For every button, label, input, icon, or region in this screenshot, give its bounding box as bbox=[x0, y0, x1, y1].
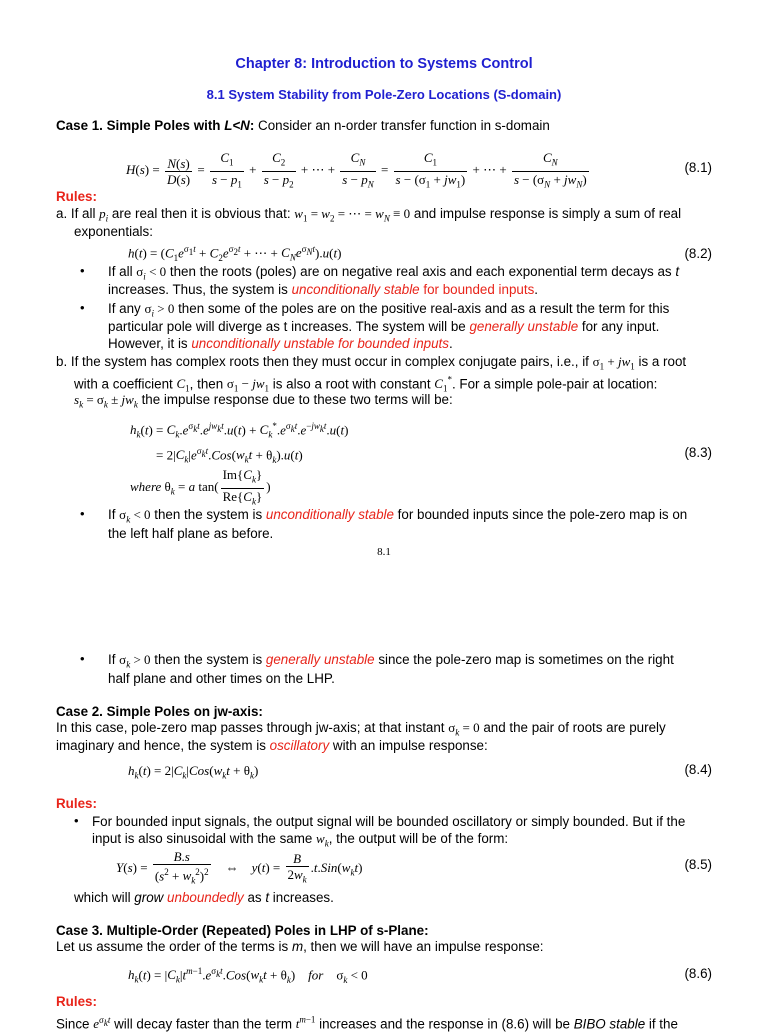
bullet-icon: • bbox=[80, 300, 85, 315]
equation-number: (8.3) bbox=[684, 445, 712, 460]
equation-8-5: Y(s) = $\frac{B.s}{(s^2 + w_k^2)^2}$ ⇔ y(t) = $\frac{B}{2w_k}$ $.t.Sin(w_kt)$ bbox=[116, 849, 363, 886]
equation-8-3-line3: where $\theta_k = a$ tan( $\frac{Im\{C_k\}}{Re\{C_k\}}$ ) bbox=[130, 467, 271, 507]
rules-label: Rules: bbox=[56, 189, 97, 204]
case3-line1: Let us assume the order of the terms is m, then we will have an impulse response: bbox=[56, 939, 544, 954]
bullet4-line2: half plane and other times on the LHP. bbox=[108, 671, 335, 686]
bullet-icon: • bbox=[80, 651, 85, 666]
bullet2-line1: If any $\sigma_i > 0$ then some of the poles are on the positive real-axis and as a result the term for this bbox=[108, 301, 670, 319]
bullet-icon: • bbox=[80, 263, 85, 278]
page-break-gap bbox=[0, 570, 768, 630]
case3-heading: Case 3. Multiple-Order (Repeated) Poles in LHP of s-Plane: bbox=[56, 923, 429, 938]
bullet3-line2: the left half plane as before. bbox=[108, 526, 274, 541]
equation-8-6: $h_k(t) = |C_k|t^{m-1}.e^{\sigma_kt}.Cos(w_kt + \theta_k)$ for $\sigma_k < 0$ bbox=[128, 966, 368, 985]
rules2-line2: input is also sinusoidal with the same $w_k$, the output will be of the form: bbox=[92, 831, 509, 849]
section-title: 8.1 System Stability from Pole-Zero Locations (S-domain) bbox=[206, 87, 562, 102]
rules2-line1: For bounded input signals, the output signal will be bounded oscillatory or simply bounded. But if the bbox=[92, 814, 686, 829]
rule-b-line1: b. If the system has complex roots then they must occur in complex conjugate pairs, i.e., if $\sigma_1 + jw_1$ is a root bbox=[56, 354, 687, 372]
equation-8-3-line1: $h_k(t) = C_k.e^{\sigma_kt}.e^{jw_kt}.u(t) + C_k^*.e^{\sigma_kt}.e^{-jw_kt}.u(t)$ bbox=[130, 421, 349, 440]
rules-label: Rules: bbox=[56, 994, 97, 1009]
equation-number: (8.1) bbox=[684, 160, 712, 175]
chapter-title: Chapter 8: Introduction to Systems Control bbox=[235, 56, 533, 72]
equation-8-4: $h_k(t) = 2|C_k|Cos(w_kt + \theta_k)$ bbox=[128, 763, 259, 781]
case2-line1: In this case, pole-zero map passes through jw-axis; at that instant $\sigma_k = 0$ and the pair of roots are purely bbox=[56, 720, 666, 738]
last-line: Since $e^{\sigma_kt}$ will decay faster than the term $t^{m-1}$ increases and the response in (8.6) will be BIBO stable if the bbox=[56, 1015, 678, 1032]
bullet4-line1: If $\sigma_k > 0$ then the system is generally unstable since the pole-zero map is sometimes on the right bbox=[108, 652, 674, 670]
rules-label: Rules: bbox=[56, 796, 97, 811]
rule-a-line1: a. If all $p_i$ are real then it is obvious that: $w_1 = w_2$ = ⋯ = $w_N \equiv 0$ and impulse response is simply a sum of real bbox=[56, 206, 682, 224]
case1-heading: Case 1. Simple Poles with L<N: Consider an n-order transfer function in s-domain bbox=[56, 118, 550, 133]
bullet1-line2: increases. Thus, the system is unconditionally stable for bounded inputs. bbox=[108, 282, 539, 297]
bullet-icon: • bbox=[74, 813, 79, 828]
bullet2-line3: However, it is unconditionally unstable for bounded inputs. bbox=[108, 336, 453, 351]
equation-number: (8.5) bbox=[684, 857, 712, 872]
bullet2-line2: particular pole will diverge as t increases. The system will be generally unstable for any input. bbox=[108, 319, 660, 334]
equation-8-2: $h(t) = (C_1e^{\sigma_1t} + C_2e^{\sigma_2t}$ + ⋯ + $C_Ne^{\sigma_Nt}).u(t)$ bbox=[128, 244, 342, 263]
rule-b-line2: with a coefficient $C_1$, then $\sigma_1 - jw_1$ is also a root with constant $C_1^*$. For a simple pole-pair at location: bbox=[74, 375, 658, 394]
equation-8-1: H(s) = $\frac{N(s)}{D(s)}$ = $\frac{C_1}{s - p_1}$ + $\frac{C_2}{s - p_2}$ + ⋯ + $\frac{C_N}{s - p_N}$ = $\frac{C_1}{s - (\sigma_1 + jw_1)}$ + ⋯ + $\frac{C_N}{s - (\sigma_N + jw_N)}$ bbox=[126, 150, 587, 190]
rule-a-line2: exponentials: bbox=[74, 224, 153, 239]
equation-number: (8.2) bbox=[684, 246, 712, 261]
rule-b-line3: $s_k = \sigma_k \pm jw_k$ the impulse response due to these two terms will be: bbox=[74, 392, 453, 410]
grow-line: which will grow unboundedly as t increases. bbox=[74, 890, 334, 905]
equation-number: (8.4) bbox=[684, 762, 712, 777]
equation-number: (8.6) bbox=[684, 966, 712, 981]
bullet1-line1: If all $\sigma_i < 0$ then the roots (poles) are on negative real axis and each exponential term decays as t bbox=[108, 264, 680, 282]
case2-heading: Case 2. Simple Poles on jw-axis: bbox=[56, 704, 263, 719]
bullet3-line1: If $\sigma_k < 0$ then the system is unconditionally stable for bounded inputs since the pole-zero map is on bbox=[108, 507, 688, 525]
equation-8-3-line2: = $2|C_k|e^{\sigma_kt}.Cos(w_kt + \theta_k).u(t)$ bbox=[156, 446, 303, 465]
bullet-icon: • bbox=[80, 506, 85, 521]
case2-line2: imaginary and hence, the system is oscillatory with an impulse response: bbox=[56, 738, 488, 753]
page-number: 8.1 bbox=[377, 546, 391, 558]
